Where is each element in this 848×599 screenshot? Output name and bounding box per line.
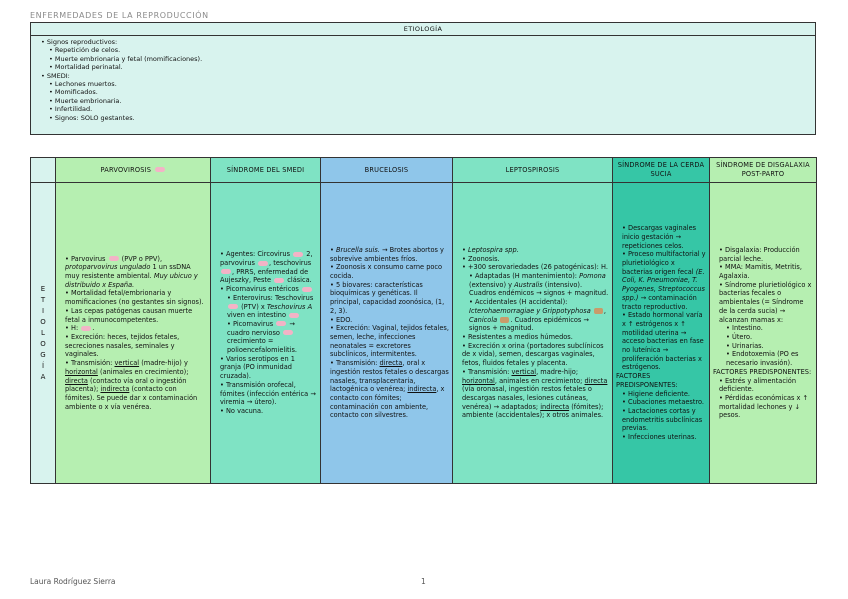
etiologia-subitem: • Muerte embrionaria.	[49, 97, 811, 105]
list-item: • Cubaciones metaestro.	[622, 398, 706, 407]
etiologia-subitem: • Repetición de celos.	[49, 46, 811, 54]
table-body-row	[31, 183, 817, 484]
footer-author: Laura Rodríguez Sierra	[30, 577, 116, 586]
pig-icon	[228, 304, 238, 309]
etiologia-box	[30, 22, 816, 135]
cell-brucelosis	[321, 183, 453, 484]
side-letter: I	[41, 306, 45, 315]
list-item: • MMA: Mamitis, Metritis, Agalaxia.	[719, 263, 813, 280]
side-letter: A	[40, 372, 46, 381]
list-item: • Las cepas patógenas causan muerte fetal a inmunocompetentes.	[65, 307, 207, 324]
side-letter: O	[40, 339, 46, 348]
side-letter: T	[40, 295, 46, 304]
header-empty-cell	[31, 158, 56, 183]
list-item: • Agentes: Circovirus 2, parvovirus , teschovirus , PRRS, enfermedad de Aujeszky, Peste clásica.	[220, 250, 317, 285]
list-item: • EDO.	[330, 316, 449, 325]
etiologia-body	[31, 36, 815, 124]
list-subitem: • Accidentales (H accidental): Icterohaemorragiae y Grippotyphosa , Canicola . Cuadros epidémicos → signos + magnitud.	[469, 298, 609, 333]
cell-smedi	[211, 183, 321, 484]
pig-icon	[283, 330, 293, 335]
list-subitem: • Picornavirus → cuadro nervioso crecimiento = polioencefalomielitis.	[227, 320, 317, 355]
page-number: 1	[421, 577, 426, 586]
list-item: • Mortalidad fetal/embrionaria y momificaciones (no gestantes sin signos).	[65, 289, 207, 306]
list-subitem: • Endotoxemia (PO es necesario invasión).	[726, 350, 813, 367]
list-subitem: • Adaptadas (H mantenimiento): Pomona (extensivo) y Australis (intensivo). Cuadros endémicos → signos + magnitud.	[469, 272, 609, 298]
list-subitem: • Enterovirus: Teschovirus (PTV) x Teschovirus A viven en intestino	[227, 294, 317, 320]
pig-icon	[258, 261, 268, 266]
cell-leptospirosis	[453, 183, 613, 484]
header-brucelosis: BRUCELOSIS	[321, 158, 453, 183]
side-letter: E	[40, 284, 46, 293]
section-heading: FACTORES PREDISPONENTES:	[616, 372, 678, 389]
list-item: • Infecciones uterinas.	[622, 433, 706, 442]
list-item: • Síndrome plurietiológico x bacterias fecales o ambientales (= Síndrome de la cerda sucia) → alcanzan mamas x: • Intestino. • Útero. • Urinarias. • Endotoxemia (PO es necesario invasión).	[719, 281, 813, 368]
list-item: • Parvovirus (PVP o PPV), protoparvovirus ungulado 1 un ssDNA muy resistente ambiental. Muy ubicuo y distribuido x España.	[65, 255, 207, 290]
side-letter: Í	[41, 361, 45, 370]
pig-icon	[302, 287, 312, 292]
list-item: • Excreción x orina (portadores subclínicos de x vida), semen, descargas vaginales, fetos, fluidos fetales y placenta.	[462, 342, 609, 368]
list-item: • Pérdidas económicas x ↑ mortalidad lechones y ↓ pesos.	[719, 394, 813, 420]
pig-icon	[155, 167, 165, 172]
header-cerda-sucia: SÍNDROME DE LA CERDA SUCIA	[613, 158, 710, 183]
diseases-table	[30, 157, 817, 484]
list-item: • Descargas vaginales inicio gestación → repeticiones celos.	[622, 224, 706, 250]
etiologia-subitem: • Lechones muertos.	[49, 80, 811, 88]
header-parvovirosis: PARVOVIROSIS	[56, 158, 211, 183]
side-letter: L	[41, 328, 45, 337]
list-item: • Estado hormonal varía x ↑ estrógenos x ↑ motilidad uterina → acceso bacterias en fase no luteínica → proliferación bacterias x estrógenos.	[622, 311, 706, 372]
document-title: ENFERMEDADES DE LA REPRODUCCIÓN	[30, 11, 209, 20]
list-item: • Lactaciones cortas y endometritis subclínicas previas.	[622, 407, 706, 433]
header-disgalaxia: SÍNDROME DE DISGALAXIA POST-PARTO	[710, 158, 817, 183]
pig-icon	[274, 278, 284, 283]
cow-icon	[594, 308, 603, 314]
list-item: • Leptospira spp.	[462, 246, 609, 255]
cell-parvovirosis	[56, 183, 211, 484]
list-item: • Transmisión orofecal, fómites (infección entérica → viremia → útero).	[220, 381, 317, 407]
etiologia-item	[41, 38, 811, 72]
side-letter: O	[40, 317, 46, 326]
section-heading: FACTORES PREDISPONENTES:	[713, 367, 812, 376]
etiologia-item	[41, 72, 811, 122]
list-item: • Disgalaxia: Producción parcial leche.	[719, 246, 813, 263]
list-subitem: • Útero.	[726, 333, 813, 342]
side-label-etiologia	[31, 183, 56, 484]
cell-disgalaxia	[710, 183, 817, 484]
pig-icon	[276, 321, 286, 326]
etiologia-text: Signos reproductivos:	[46, 38, 118, 46]
etiologia-subitem: • Signos: SOLO gestantes.	[49, 114, 811, 122]
etiologia-text: SMEDI:	[46, 71, 70, 80]
list-item: • Excreción: heces, tejidos fetales, secreciones nasales, seminales y vaginales.	[65, 333, 207, 359]
pig-icon	[221, 269, 231, 274]
header-leptospirosis: LEPTOSPIROSIS	[453, 158, 613, 183]
pig-icon	[109, 256, 119, 261]
etiologia-subitem: • Infertilidad.	[49, 105, 811, 113]
etiologia-subitem: • Muerte embrionaria y fetal (momificaciones).	[49, 55, 811, 63]
side-letter: G	[40, 350, 46, 359]
pig-icon	[81, 326, 91, 331]
table-header-row	[31, 158, 817, 183]
etiologia-subitem: • Momificados.	[49, 88, 811, 96]
cow-icon	[500, 317, 509, 323]
list-item: • Brucella suis. → Brotes abortos y sobrevive ambientes fríos.	[330, 246, 449, 263]
list-item: • Picornavirus entéricos • Enterovirus: Teschovirus (PTV) x Teschovirus A viven en intestino • Picornavirus → cuadro nervioso crecimiento = polioencefalomielitis.	[220, 285, 317, 355]
list-item: • +300 serovariedades (26 patogénicas): H. • Adaptadas (H mantenimiento): Pomona (extensivo) y Australis (intensivo). Cuadros endémicos → signos + magnitud. • Accidentales (H accidental): Icterohaemorragiae y Grippotyphosa , Canicola . Cuadros epidémicos → signos + magnitud.	[462, 263, 609, 333]
list-item: • Transmisión: vertical, madre-hijo; horizontal, animales en crecimiento; directa (vía oronasal, ingestión restos fetales o descargas nasales, lesiones cutáneas, venérea) → adaptados; indirecta (fómites); ambiente (accidentales); x otros animales.	[462, 368, 609, 420]
header-smedi: SÍNDROME DEL SMEDI	[211, 158, 321, 183]
list-item: • Excreción: Vaginal, tejidos fetales, semen, leche, infecciones neonatales = excretores subclínicos, intermitentes.	[330, 324, 449, 359]
cell-cerda-sucia	[613, 183, 710, 484]
pig-icon	[293, 252, 303, 257]
list-item: • Transmisión: directa, oral x ingestión restos fetales o descargas nasales, transplacentaria, lactogénica o venérea; indirecta, x contacto con fómites; contaminación con ambiente, contacto con silvestres.	[330, 359, 449, 420]
list-item: • Transmisión: vertical (madre-hijo) y horizontal (animales en crecimiento); directa (contacto vía oral o ingestión placenta); indirecta (contacto con fómites). Se puede dar x contaminación ambiente o x vía venérea.	[65, 359, 207, 411]
list-item: • Estrés y alimentación deficiente.	[719, 377, 813, 394]
etiologia-subitem: • Mortalidad perinatal.	[49, 63, 811, 71]
list-item: • 5 biovares: características bioquímicas y genéticas. Il principal, capacidad zoonósica, (1, 2, 3).	[330, 281, 449, 316]
list-item: • Varios serotipos en 1 granja (PO inmunidad cruzada).	[220, 355, 317, 381]
list-item: • Zoonosis x consumo carne poco cocida.	[330, 263, 449, 280]
list-subitem: • Intestino.	[726, 324, 813, 333]
etiologia-header: ETIOLOGÍA	[31, 23, 815, 36]
list-item: • Proceso multifactorial y plurietiológico x bacterias origen fecal (E. Coli, K. Pneumoniae, T. Pyogenes, Streptococcus spp.) → contaminación tracto reproductivo.	[622, 250, 706, 311]
pig-icon	[289, 313, 299, 318]
list-item: • Zoonosis.	[462, 255, 609, 264]
list-item: • Resistentes a medios húmedos.	[462, 333, 609, 342]
list-item: • No vacuna.	[220, 407, 317, 416]
list-item: • Higiene deficiente.	[622, 390, 706, 399]
list-subitem: • Urinarias.	[726, 342, 813, 351]
list-item: • H: .	[65, 324, 207, 333]
